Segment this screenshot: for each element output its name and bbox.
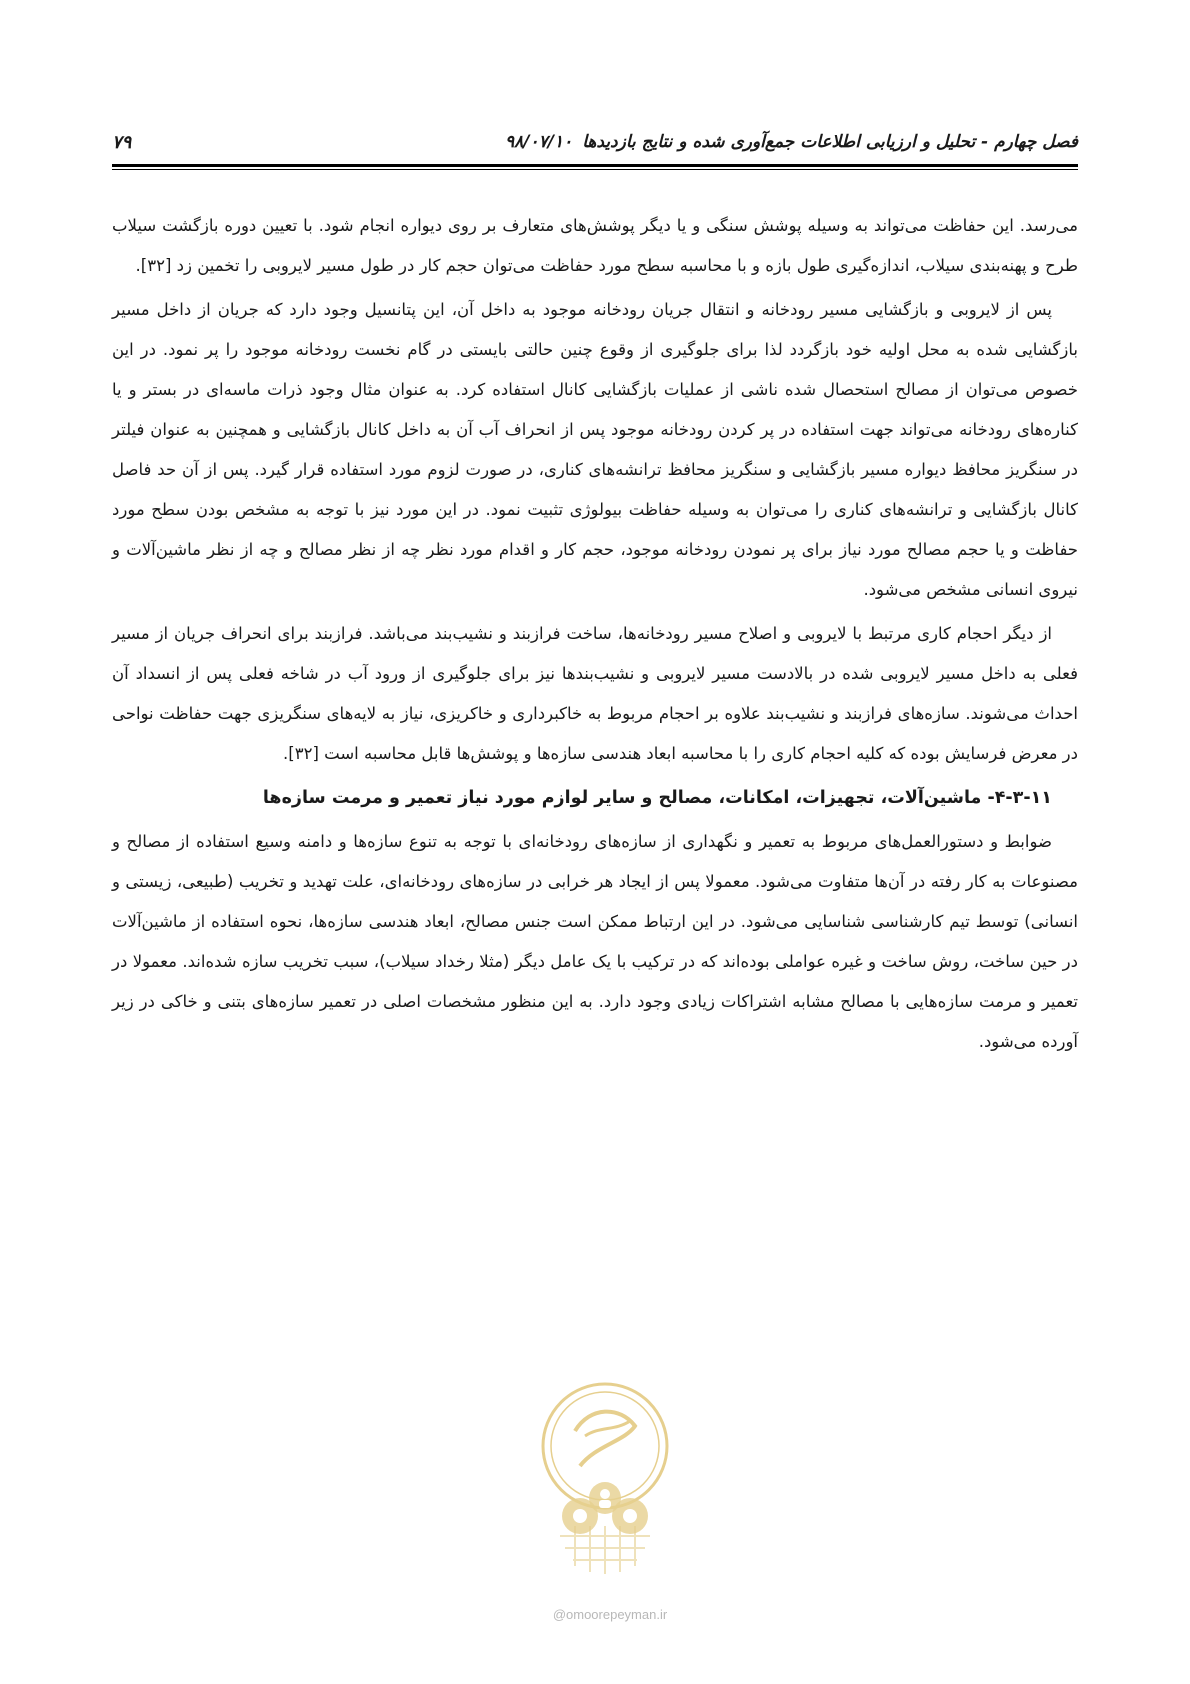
chapter-title [505,132,1078,152]
header-divider [112,164,1078,170]
watermark-seal-logo [535,1376,675,1576]
page-number: ۷۹ [112,132,132,153]
paragraph-4: ضوابط و دستورالعمل‌های مربوط به تعمیر و نگهداری از سازه‌های رودخانه‌ای با توجه به تنوع سازه‌ها و دامنه وسیع استفاده از مصالح و مصنوعات به کار رفته در آن‌ها متفاوت می‌شود. معمولا پس از ایجاد هر خرابی در سازه‌های رودخانه‌ای، علت تهدید و تخریب (طبیعی، زیستی و انسانی) توسط تیم کارشناسی شناسایی می‌شود. در این ارتباط ممکن است جنس مصالح، ابعاد هندسی سازه‌ها، نحوه استفاده از ماشین‌آلات در حین ساخت، روش ساخت و غیره عواملی بوده‌اند که در ترکیب با یک عامل دیگر (مثلا رخداد سیلاب)، سبب تخریب سازه شده‌اند. معمولا در تعمیر و مرمت سازه‌هایی با مصالح مشابه اشتراکات زیادی وجود دارد. به این منظور مشخصات اصلی در تعمیر سازه‌های بتنی و خاکی در زیر آورده می‌شود. [112,832,1078,1051]
seal-icon [535,1376,675,1576]
page-header [112,118,1078,168]
paragraph-1: می‌رسد. این حفاظت می‌تواند به وسیله پوشش سنگی و یا دیگر پوشش‌های متعارف بر روی دیواره انجام شود. با تعیین دوره بازگشت سیلاب طرح و پهنه‌بندی سیلاب، اندازه‌گیری طول بازه و با محاسبه سطح مورد حفاظت می‌توان حجم کار در طول مسیر لایروبی را تخمین زد [۳۲]. [112,216,1078,275]
paragraph-3: از دیگر احجام کاری مرتبط با لایروبی و اصلاح مسیر رودخانه‌ها، ساخت فرازبند و نشیب‌بند می‌باشد. فرازبند برای انحراف جریان از مسیر فعلی به داخل مسیر لایروبی شده در بالادست مسیر لایروبی و نشیب‌بندها نیز برای جلوگیری از ورود آب در شاخه فعلی پس از انسداد آن احداث می‌شوند. سازه‌های فرازبند و نشیب‌بند علاوه بر احجام مربوط به خاکبرداری و خاکریزی، نیاز به لایه‌های سنگریزی جهت حفاظت نواحی در معرض فرسایش بوده که کلیه احجام کاری را با محاسبه ابعاد هندسی سازه‌ها و پوشش‌ها قابل محاسبه است [۳۲]. [112,624,1078,763]
paragraph-2: پس از لایروبی و بازگشایی مسیر رودخانه و انتقال جریان رودخانه موجود به داخل آن، این پتانسیل وجود دارد که جریان از داخل مسیر بازگشایی شده به محل اولیه خود بازگردد لذا برای جلوگیری از وقوع چنین حالتی بایستی در گام نخست رودخانه موجود را پر نمود. در این خصوص می‌توان از مصالح استحصال شده ناشی از عملیات بازگشایی کانال استفاده کرد. به عنوان مثال وجود ذرات ماسه‌ای در بستر و یا کناره‌های رودخانه می‌تواند جهت استفاده در پر کردن رودخانه موجود پس از انحراف آب آن به داخل کانال بازگشایی و همچنین به عنوان فیلتر در سنگریز محافظ دیواره مسیر بازگشایی و سنگریز محافظ ترانشه‌های کناری، در صورت لزوم مورد استفاده قرار گیرد. پس از آن حد فاصل کانال بازگشایی و ترانشه‌های کناری را می‌توان به وسیله حفاظت بیولوژی تثبیت نمود. در این مورد نیز با توجه به مشخص بودن سطح مورد حفاظت و یا حجم مصالح مورد نیاز برای پر نمودن رودخانه موجود، حجم کار و اقدام مورد نظر چه از نظر مصالح و چه از نظر ماشین‌آلات و نیروی انسانی مشخص می‌شود. [112,300,1078,599]
document-body [112,206,1078,1066]
chapter-title-text: فصل چهارم - تحلیل و ارزیابی اطلاعات جمع‌آوری شده و نتایج بازدیدها [582,132,1078,152]
watermark-caption: @omoorepeyman.ir [552,1607,668,1622]
section-heading: ۴-۳-۱۱- ماشین‌آلات، تجهیزات، امکانات، مصالح و سایر لوازم مورد نیاز تعمیر و مرمت سازه‌ها [262,788,1052,808]
header-date: ۹۸/۰۷/۱۰ [505,132,573,152]
